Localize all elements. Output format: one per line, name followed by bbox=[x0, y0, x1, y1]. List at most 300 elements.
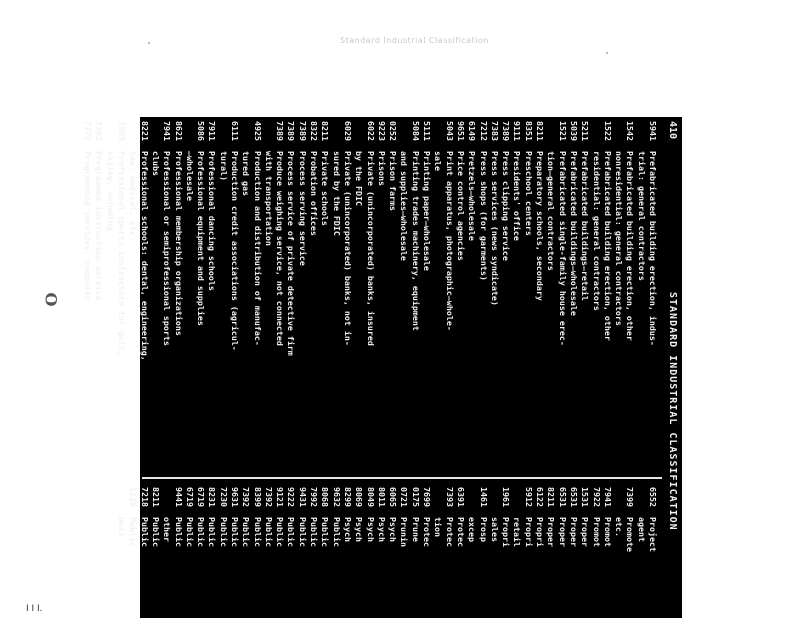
index-entry bbox=[477, 487, 488, 627]
industry-description: Promot bbox=[591, 517, 602, 547]
index-entry bbox=[455, 487, 466, 627]
industry-description: Public bbox=[320, 517, 331, 547]
index-entry bbox=[409, 487, 420, 627]
industry-description: Process service of private detective firm bbox=[286, 151, 297, 356]
industry-description: Professional sports instructors for golf, bbox=[117, 151, 128, 356]
industry-description: Prefabricated buildings—wholesale bbox=[568, 151, 579, 316]
index-entry bbox=[534, 487, 545, 627]
sic-code: 5086 bbox=[196, 121, 207, 141]
index-entry bbox=[421, 121, 432, 471]
industry-description: Prosp bbox=[478, 517, 489, 542]
index-entry bbox=[263, 487, 274, 627]
sic-code: 6065 bbox=[388, 487, 399, 507]
industry-description: Preschool centers bbox=[523, 151, 534, 236]
industry-description: residential: general contractors bbox=[591, 151, 602, 311]
index-entry bbox=[172, 487, 183, 627]
industry-description: Process serving service bbox=[297, 151, 308, 266]
industry-description: Press shops (for garments) bbox=[478, 151, 489, 281]
index-entry bbox=[376, 121, 387, 471]
industry-description: tion—general contractors bbox=[546, 151, 557, 271]
sic-code: 4925 bbox=[252, 121, 263, 141]
industry-description: Psych bbox=[376, 517, 387, 542]
industry-description: Public bbox=[128, 517, 139, 547]
index-entry bbox=[308, 121, 319, 471]
sic-code: 7389 bbox=[297, 121, 308, 141]
index-entry bbox=[229, 121, 240, 471]
index-entry bbox=[466, 121, 477, 471]
sic-code: 8211 bbox=[150, 487, 161, 507]
sic-code: 7392 bbox=[94, 121, 105, 141]
sic-code bbox=[432, 121, 443, 151]
industry-description: Prune bbox=[410, 517, 421, 542]
sic-code: 6022 bbox=[365, 121, 376, 141]
industry-description: Prefabricated building erection, other bbox=[625, 151, 636, 341]
index-entry bbox=[342, 121, 353, 471]
sic-code: 8322 bbox=[309, 121, 320, 141]
industry-description: agent bbox=[636, 517, 647, 542]
industry-description: with transportation bbox=[263, 151, 274, 246]
page-number: 410 bbox=[667, 121, 678, 140]
sic-code: 7941 bbox=[162, 121, 173, 141]
sic-code bbox=[545, 121, 556, 151]
industry-description: and supplies—wholesale bbox=[399, 151, 410, 261]
index-entry bbox=[285, 121, 296, 471]
index-entry bbox=[127, 487, 138, 627]
sic-code: 5043 bbox=[444, 121, 455, 141]
index-entry bbox=[579, 121, 590, 471]
sic-code: 6111 bbox=[230, 121, 241, 141]
sic-code: 6531 bbox=[568, 487, 579, 507]
industry-description: Public bbox=[230, 517, 241, 547]
sic-code: 5039 bbox=[568, 121, 579, 141]
industry-description: Promote bbox=[625, 517, 636, 552]
index-entry bbox=[229, 487, 240, 627]
index-entry bbox=[195, 487, 206, 627]
index-entry bbox=[364, 121, 375, 471]
industry-description: Propri bbox=[535, 517, 546, 547]
sic-code bbox=[590, 121, 601, 151]
index-entry bbox=[217, 121, 228, 471]
sic-code bbox=[432, 487, 443, 517]
left-index-column bbox=[82, 121, 658, 471]
sic-code: 6029 bbox=[342, 121, 353, 141]
industry-description: Psych bbox=[388, 517, 399, 542]
index-entry bbox=[432, 487, 443, 627]
sic-code: 1521 bbox=[557, 121, 568, 141]
sic-code: 7212 bbox=[478, 121, 489, 141]
sic-code bbox=[104, 121, 115, 151]
industry-description: Probation offices bbox=[309, 151, 320, 236]
industry-description: Professional dancing schools bbox=[207, 151, 218, 291]
index-entry bbox=[556, 121, 567, 471]
industry-description: Public bbox=[241, 517, 252, 547]
index-entry bbox=[613, 487, 624, 627]
sic-code: 9441 bbox=[173, 487, 184, 507]
industry-description: Public bbox=[309, 517, 320, 547]
sic-code: 7389 bbox=[286, 121, 297, 141]
sic-code bbox=[330, 121, 341, 151]
sic-code: 1461 bbox=[478, 487, 489, 507]
sic-code: 7392 bbox=[241, 487, 252, 507]
index-entry bbox=[297, 121, 308, 471]
index-entry bbox=[398, 121, 409, 471]
column-divider bbox=[142, 477, 662, 479]
sic-code: 8211 bbox=[546, 487, 557, 507]
industry-description: Public bbox=[275, 517, 286, 547]
sic-code: 8399 bbox=[252, 487, 263, 507]
binding-hole-mark: O bbox=[41, 292, 61, 307]
index-entry bbox=[421, 487, 432, 627]
index-entry bbox=[319, 121, 330, 471]
industry-description: Prisons bbox=[376, 151, 387, 186]
industry-description: sales bbox=[489, 517, 500, 542]
index-entry bbox=[647, 487, 658, 627]
industry-description: Programming services, computer bbox=[83, 151, 94, 301]
index-entry bbox=[104, 121, 115, 471]
sic-code bbox=[489, 487, 500, 517]
industry-description: —wholesale bbox=[184, 151, 195, 201]
sic-code: 8069 bbox=[354, 487, 365, 507]
sic-code: 9431 bbox=[297, 487, 308, 507]
sic-code: 5084 bbox=[410, 121, 421, 141]
industry-description: Promot bbox=[602, 517, 613, 547]
sic-code bbox=[150, 121, 161, 151]
industry-description: Prison farms bbox=[388, 151, 399, 211]
sic-code: 7992 bbox=[309, 487, 320, 507]
index-entry bbox=[195, 121, 206, 471]
sic-code: 7922 bbox=[591, 487, 602, 507]
industry-description: Public bbox=[297, 517, 308, 547]
sic-code: 7399 bbox=[625, 487, 636, 507]
industry-description: Produce weighing service, not connected bbox=[275, 151, 286, 346]
index-entry bbox=[443, 487, 454, 627]
sic-code: 8299 bbox=[342, 487, 353, 507]
scan-header-text: Standard Industrial Classification bbox=[340, 36, 489, 45]
industry-description: tured gas bbox=[241, 151, 252, 196]
index-entry bbox=[387, 121, 398, 471]
sic-code: 9223 bbox=[376, 121, 387, 141]
index-entry bbox=[545, 121, 556, 471]
index-entry bbox=[116, 121, 127, 471]
sic-code: 5211 bbox=[580, 121, 591, 141]
sic-code: 7941 bbox=[602, 487, 613, 507]
industry-description: Professional membership organizations bbox=[173, 151, 184, 336]
sic-code: 5912 bbox=[523, 487, 534, 507]
corner-mark: I I I. bbox=[26, 604, 43, 614]
index-entry bbox=[500, 121, 511, 471]
industry-description: Public bbox=[196, 517, 207, 547]
industry-description: by the FDIC bbox=[354, 151, 365, 206]
sic-code: 8231 bbox=[207, 487, 218, 507]
sic-code bbox=[161, 487, 172, 517]
index-entry bbox=[409, 121, 420, 471]
index-entry bbox=[455, 121, 466, 471]
index-entry bbox=[138, 121, 149, 471]
sic-code: 5941 bbox=[648, 121, 658, 141]
sic-code: 7389 bbox=[501, 121, 512, 141]
index-entry bbox=[353, 121, 364, 471]
industry-description: etc. bbox=[614, 517, 625, 537]
index-entry bbox=[308, 487, 319, 627]
industry-description: Prefabricated building erection, other bbox=[602, 151, 613, 341]
industry-description: Print apparatus, photographic—whole- bbox=[444, 151, 455, 331]
index-entry bbox=[590, 487, 601, 627]
index-entry bbox=[251, 487, 262, 627]
industry-description: tion bbox=[433, 517, 444, 537]
index-entry bbox=[251, 121, 262, 471]
index-entry bbox=[568, 121, 579, 471]
industry-description: trial: general contractors bbox=[636, 151, 647, 281]
index-entry bbox=[398, 487, 409, 627]
sic-code bbox=[511, 487, 522, 517]
sic-code: 1961 bbox=[501, 487, 512, 507]
index-entry bbox=[217, 487, 228, 627]
sic-code: 6122 bbox=[535, 487, 546, 507]
sic-code: 6149 bbox=[467, 121, 478, 141]
sic-code: 7699 bbox=[422, 487, 433, 507]
rotated-page-content bbox=[83, 117, 682, 618]
index-entry bbox=[240, 487, 251, 627]
index-entry bbox=[172, 121, 183, 471]
sic-code: 6531 bbox=[557, 487, 568, 507]
industry-description: Price control agencies bbox=[455, 151, 466, 261]
sic-code: 9632 bbox=[331, 487, 342, 507]
industry-description: Printing paper—wholesale bbox=[422, 151, 433, 271]
index-entry bbox=[500, 487, 511, 627]
index-entry bbox=[274, 487, 285, 627]
scan-speck bbox=[148, 42, 150, 44]
industry-description: Protec bbox=[444, 517, 455, 547]
industry-description: Public bbox=[150, 517, 161, 547]
industry-description: law, medical, etc. bbox=[128, 151, 139, 241]
index-entry bbox=[82, 121, 93, 471]
index-entry bbox=[635, 121, 646, 471]
sic-code: 7999 bbox=[117, 121, 128, 141]
index-entry bbox=[432, 121, 443, 471]
industry-description: Prunin bbox=[399, 517, 410, 547]
industry-description: Public bbox=[173, 517, 184, 547]
sic-code bbox=[184, 121, 195, 151]
industry-description: Protec bbox=[455, 517, 466, 547]
sic-code bbox=[613, 121, 624, 151]
sic-code: 7392 bbox=[263, 487, 274, 507]
sic-code: 6391 bbox=[455, 487, 466, 507]
index-entry bbox=[489, 487, 500, 627]
index-entry bbox=[127, 121, 138, 471]
sic-code: 0721 bbox=[399, 487, 410, 507]
industry-description: Presidents' office bbox=[512, 151, 523, 241]
sic-code: 1539 bbox=[128, 487, 139, 507]
industry-description: Psych bbox=[365, 517, 376, 542]
sic-code bbox=[116, 487, 127, 517]
index-entry bbox=[443, 121, 454, 471]
sic-code: 6552 bbox=[648, 487, 658, 507]
sic-code bbox=[398, 121, 409, 151]
index-entry bbox=[150, 487, 161, 627]
index-entry bbox=[522, 487, 533, 627]
industry-description: Preparatory schools, secondary bbox=[535, 151, 546, 301]
sic-code bbox=[127, 121, 138, 151]
industry-description: Propri bbox=[523, 517, 534, 547]
index-entry bbox=[635, 487, 646, 627]
index-entry bbox=[93, 121, 104, 471]
sic-code bbox=[635, 121, 646, 151]
sic-code: 7389 bbox=[275, 121, 286, 141]
industry-description: sale bbox=[433, 151, 444, 171]
index-entry bbox=[590, 121, 601, 471]
index-entry bbox=[556, 487, 567, 627]
index-entry bbox=[274, 121, 285, 471]
industry-description: Prefabricated buildings—retail bbox=[580, 151, 591, 301]
industry-description: Psych bbox=[342, 517, 353, 542]
sic-code: 8068 bbox=[320, 487, 331, 507]
sic-code: 8049 bbox=[365, 487, 376, 507]
sic-code bbox=[217, 121, 228, 151]
industry-description: Psych bbox=[354, 517, 365, 542]
sic-code: 8221 bbox=[139, 121, 150, 141]
index-entry bbox=[511, 121, 522, 471]
index-entry bbox=[206, 121, 217, 471]
sic-code: 1522 bbox=[602, 121, 613, 141]
index-entry bbox=[489, 121, 500, 471]
index-entry bbox=[602, 487, 613, 627]
sic-code: 1531 bbox=[580, 487, 591, 507]
sic-code: 6719 bbox=[184, 487, 195, 507]
sic-code: 8011 bbox=[376, 487, 387, 507]
sic-code: 9651 bbox=[455, 121, 466, 141]
industry-description: clubs bbox=[150, 151, 161, 176]
sic-code bbox=[613, 487, 624, 517]
index-entry bbox=[466, 487, 477, 627]
industry-description: Production and distribution of manufac- bbox=[252, 151, 263, 346]
sic-code: 8351 bbox=[523, 121, 534, 141]
sic-code: 8211 bbox=[535, 121, 546, 141]
scanned-page bbox=[83, 117, 682, 618]
index-entry bbox=[206, 487, 217, 627]
sic-code: 7218 bbox=[139, 487, 150, 507]
index-entry bbox=[376, 487, 387, 627]
index-entry bbox=[138, 487, 149, 627]
sic-code: 9111 bbox=[512, 121, 523, 141]
industry-description: excep bbox=[467, 517, 478, 542]
industry-description: Proper bbox=[546, 517, 557, 547]
index-entry bbox=[330, 487, 341, 627]
index-entry bbox=[477, 121, 488, 471]
industry-description: retail bbox=[512, 517, 523, 547]
index-entry bbox=[319, 487, 330, 627]
industry-description: Private schools bbox=[320, 151, 331, 226]
sic-code: 7230 bbox=[218, 487, 229, 507]
industry-description: other bbox=[162, 517, 173, 542]
scan-speck bbox=[606, 52, 608, 54]
index-entry bbox=[364, 487, 375, 627]
industry-description: Programmed instruction service bbox=[94, 151, 105, 301]
industry-description: Professional equipment and supplies bbox=[196, 151, 207, 326]
index-entry bbox=[150, 121, 161, 471]
sic-code: 0175 bbox=[410, 487, 421, 507]
index-entry bbox=[297, 487, 308, 627]
sic-code bbox=[353, 121, 364, 151]
sic-code: 7372 bbox=[83, 121, 94, 141]
sic-code: 1542 bbox=[625, 121, 636, 141]
industry-description: Public bbox=[286, 517, 297, 547]
index-entry bbox=[579, 487, 590, 627]
industry-description: Pretzels—wholesale bbox=[467, 151, 478, 241]
industry-description: Public bbox=[263, 517, 274, 547]
industry-description: Public bbox=[139, 517, 150, 547]
index-entry bbox=[116, 487, 127, 627]
index-entry bbox=[342, 487, 353, 627]
industry-description: Public bbox=[184, 517, 195, 547]
industry-description: Private (unincorporated) banks, not in- bbox=[342, 151, 353, 346]
index-entry bbox=[568, 487, 579, 627]
index-entry bbox=[240, 121, 251, 471]
industry-description: Press clipping service bbox=[501, 151, 512, 261]
index-entry bbox=[353, 487, 364, 627]
sic-code: 5111 bbox=[422, 121, 433, 141]
industry-description: nonresidential: general contractors bbox=[614, 151, 625, 326]
sic-code: 6719 bbox=[196, 487, 207, 507]
index-entry bbox=[613, 121, 624, 471]
sic-code: 7393 bbox=[444, 487, 455, 507]
industry-description: Prefabricated single-family house erec- bbox=[557, 151, 568, 346]
industry-description: Project bbox=[648, 517, 658, 552]
index-entry bbox=[602, 121, 613, 471]
index-entry bbox=[624, 487, 635, 627]
industry-description: Proper bbox=[557, 517, 568, 547]
index-entry bbox=[387, 487, 398, 627]
index-entry bbox=[285, 487, 296, 627]
industry-description: Public bbox=[218, 517, 229, 547]
index-entry bbox=[161, 487, 172, 627]
industry-description: tural) bbox=[218, 151, 229, 181]
sic-code bbox=[240, 121, 251, 151]
sic-code: 9222 bbox=[286, 487, 297, 507]
sic-code: 9121 bbox=[275, 487, 286, 507]
index-entry bbox=[161, 121, 172, 471]
index-entry bbox=[522, 121, 533, 471]
industry-description: busi bbox=[117, 517, 128, 537]
sic-code: 9631 bbox=[230, 487, 241, 507]
index-entry bbox=[647, 121, 658, 471]
index-entry bbox=[545, 487, 556, 627]
index-entry bbox=[511, 487, 522, 627]
sic-code bbox=[466, 487, 477, 517]
industry-description: Professional or semiprofessional sports bbox=[162, 151, 173, 346]
industry-description: Proper bbox=[580, 517, 591, 547]
sic-code: 7383 bbox=[489, 121, 500, 141]
index-entry bbox=[534, 121, 545, 471]
industry-description: Press services (news syndicate) bbox=[489, 151, 500, 306]
industry-description: skiing, swimming bbox=[105, 151, 116, 231]
industry-description: Prefabricated building erection, indus- bbox=[648, 151, 658, 346]
industry-description: Proper bbox=[568, 517, 579, 547]
index-entry bbox=[263, 121, 274, 471]
sic-code: 0252 bbox=[388, 121, 399, 141]
sic-code: 8621 bbox=[173, 121, 184, 141]
index-entry bbox=[624, 121, 635, 471]
sic-code bbox=[635, 487, 646, 517]
industry-description: Production credit associations (agricul- bbox=[230, 151, 241, 351]
industry-description: Public bbox=[331, 517, 342, 547]
industry-description: Propri bbox=[501, 517, 512, 547]
sic-code: 7911 bbox=[207, 121, 218, 141]
industry-description: Private (unincorporated) banks, insured bbox=[365, 151, 376, 346]
index-entry bbox=[184, 121, 195, 471]
industry-description: Public bbox=[207, 517, 218, 547]
industry-description: Professional schools: dental, engineering, bbox=[139, 151, 150, 361]
sic-code: 8211 bbox=[320, 121, 331, 141]
